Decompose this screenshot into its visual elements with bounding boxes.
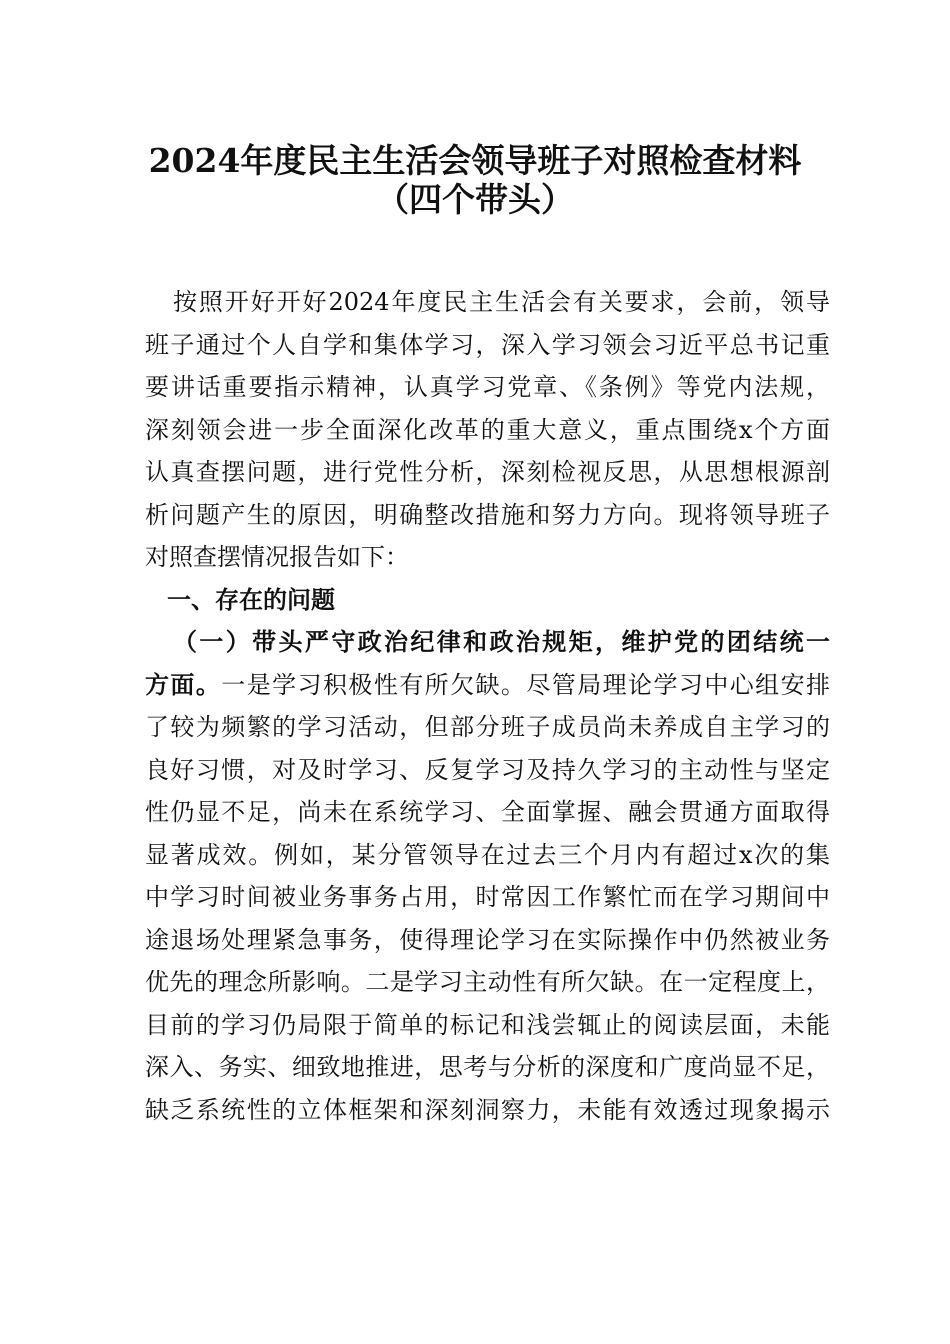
body-line-8: 目前的学习仍局限于简单的标记和浅尝辄止的阅读层面，未能 — [145, 1010, 830, 1039]
section-heading: 一、存在的问题 — [167, 584, 335, 614]
intro-line-3: 要讲话重要指示精神，认真学习党章、《条例》等党内法规， — [145, 373, 830, 401]
intro-line-7: 对照查摆情况报告如下： — [145, 543, 409, 571]
subsection-heading-line-1: （一）带头严守政治纪律和政治规矩，维护党的团结统一 — [173, 627, 830, 656]
intro-line-2: 班子通过个人自学和集体学习，深入学习领会习近平总书记重 — [145, 330, 830, 359]
intro-line-5: 认真查摆问题，进行党性分析，深刻检视反思，从思想根源剖 — [145, 458, 830, 486]
body-line-7: 优先的理念所影响。二是学习主动性有所欠缺。在一定程度上， — [145, 968, 830, 996]
document-subtitle: （四个带头） — [376, 180, 574, 219]
subsection-heading-line-2 — [145, 664, 830, 707]
paragraph-text: 一是学习积极性有所欠缺。尽管局理论学习中心组安排 — [221, 670, 831, 699]
body-line-9: 深入、务实、细致地推进，思考与分析的深度和广度尚显不足， — [145, 1053, 830, 1081]
intro-line-4: 深刻领会进一步全面深化改革的重大意义，重点围绕x个方面 — [145, 415, 830, 444]
body-line-4: 显著成效。例如，某分管领导在过去三个月内有超过x次的集 — [145, 840, 830, 869]
body-line-3: 性仍显不足，尚未在系统学习、全面掌握、融会贯通方面取得 — [145, 798, 830, 826]
body-line-10: 缺乏系统性的立体框架和深刻洞察力，未能有效透过现象揭示 — [145, 1095, 830, 1124]
body-line-2: 良好习惯，对及时学习、反复学习及持久学习的主动性与坚定 — [145, 755, 830, 784]
document-title: 2024年度民主生活会领导班子对照检查材料 — [148, 141, 802, 180]
document-body — [145, 281, 830, 1131]
body-line-6: 途退场处理紧急事务，使得理论学习在实际操作中仍然被业务 — [145, 925, 830, 954]
intro-line-1: 按照开好开好2024年度民主生活会有关要求，会前，领导 — [173, 288, 830, 316]
subsection-heading-end: 方面。 — [145, 669, 222, 699]
body-line-5: 中学习时间被业务事务占用，时常因工作繁忙而在学习期间中 — [145, 883, 830, 911]
intro-line-6: 析问题产生的原因，明确整改措施和努力方向。现将领导班子 — [145, 500, 830, 529]
body-line-1: 了较为频繁的学习活动，但部分班子成员尚未养成自主学习的 — [145, 713, 830, 741]
